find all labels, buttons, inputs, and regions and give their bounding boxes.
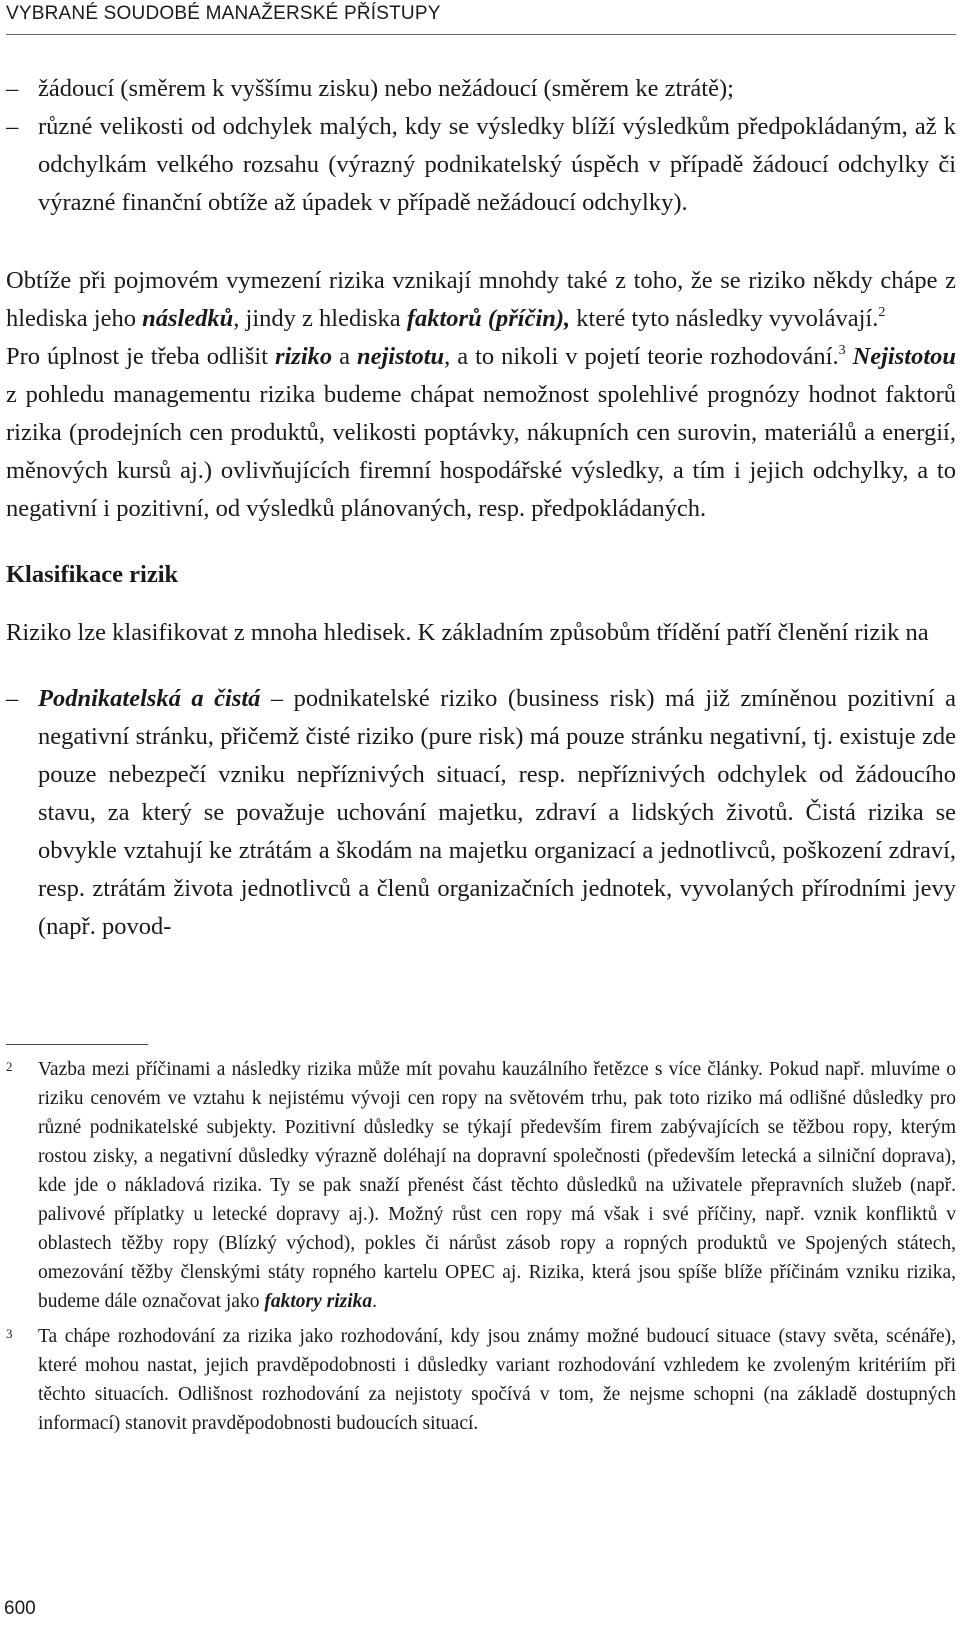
text-run: Pro úplnost je třeba odlišit (6, 343, 275, 370)
list-item: – žádoucí (směrem k vyššímu zisku) nebo nežádoucí (směrem ke ztrátě); (6, 70, 956, 108)
footnote (6, 1322, 956, 1438)
emphasis-term: Podnikatelská a čistá (38, 685, 261, 712)
footnote-divider (6, 1044, 148, 1045)
paragraph-uncertainty (6, 338, 956, 528)
footnote-ref: 3 (838, 343, 846, 358)
text-run: , a to nikoli v pojetí teorie rozhodování. (444, 343, 839, 370)
list-item (6, 680, 956, 946)
footnotes (6, 1044, 956, 1444)
emphasis-term: riziko (274, 343, 333, 370)
text-run: a (332, 343, 357, 370)
emphasis-term: faktory rizika (264, 1291, 373, 1312)
footnote-text: Vazba mezi příčinami a následky rizika může mít povahu kauzálního řetězce s více články. Pokud např. mluvíme o riziku cenovém ve vztahu k nejistému vývoji cen ropy na světovém trhu, pak toto riziko má odlišné důsledky pro různé podnikatelské subjekty. Pozitivní důsledky se týkají především firem zabývajících se těžbou ropy, kterým rostou zisky, a negativní důsledky výrazně doléhají na dopravní společnosti (především letecká a silniční doprava), kde jde o nákladová rizika. Ty se pak snaží přenést část těchto důsledků na uživatele přepravních služeb (např. palivové příplatky u letecké dopravy aj.). Možný růst cen ropy má však i své příčiny, např. vznik konfliktů v oblastech těžby ropy (Blízký východ), pokles či nárůst zásob ropy a ropných produktů ve Spojených státech, omezování těžby členskými státy ropného kartelu OPEC aj. Rizika, která jsou spíše blíže příčinám vzniku rizika, budeme dále označovat jako (38, 1059, 956, 1312)
text-run: . (372, 1291, 377, 1312)
footnote-number: 2 (6, 1059, 13, 1074)
emphasis-term: Nejistotou (852, 343, 957, 370)
text-run: , jindy z hlediska (233, 305, 407, 332)
footnote (6, 1055, 956, 1316)
running-header: VYBRANÉ SOUDOBÉ MANAŽERSKÉ PŘÍSTUPY (6, 3, 441, 24)
text-run: které tyto následky vyvolávají. (570, 305, 879, 332)
emphasis-term: následků (142, 305, 234, 332)
section-heading: Klasifikace rizik (6, 561, 179, 588)
emphasis-term: nejistotu (356, 343, 445, 370)
text-run: z pohledu managementu rizika budeme chápat nemožnost spolehlivé prognózy hodnot faktorů rizika (prodejních cen produktů, velikosti poptávky, nákupních cen surovin, materiálů a energií, měnových kursů aj.) ovlivňujících firemní hospodářské výsledky, a tím i jejich odchylky, a to negativní i pozitivní, od výsledků plánovaných, resp. předpokládaných. (6, 381, 956, 522)
list-item: – různé velikosti od odchylek malých, kdy se výsledky blíží výsledkům předpokládaným, až k odchylkám velkého rozsahu (výrazný podnikatelský úspěch v případě žádoucí odchylky či výrazné finanční obtíže až úpadek v případě nežádoucí odchylky). (6, 108, 956, 222)
footnote-number: 3 (6, 1326, 13, 1341)
footnote-text: Ta chápe rozhodování za rizika jako rozhodování, kdy jsou známy možné budoucí situace (stavy světa, scénáře), které mohou nastat, jejich pravděpodobnosti i důsledky variant rozhodování vzhledem ke zvoleným kritériím při těchto situacích. Odlišnost rozhodování za nejistoty spočívá v tom, že nejsme schopni (na základě dostupných informací) stanovit pravděpodobnosti budoucích situací. (38, 1326, 956, 1434)
emphasis-term: faktorů (příčin), (406, 305, 571, 332)
main-text (6, 70, 956, 946)
footnote-ref: 2 (878, 305, 886, 320)
paragraph-classification: Riziko lze klasifikovat z mnoha hledisek. K základním způsobům třídění patří členění rizik na (6, 619, 929, 646)
page-number: 600 (4, 1598, 36, 1619)
paragraph-risk-definition (6, 262, 956, 338)
text-run: – podnikatelské riziko (business risk) má již zmíněnou pozitivní a negativní stránku, přičemž čisté riziko (pure risk) má pouze stránku negativní, tj. existuje zde pouze nebezpečí vzniku nepříznivých situací, resp. nepříznivých odchylek od žádoucího stavu, za který se považuje uchování majetku, zdraví a lidských životů. Čistá rizika se obvykle vztahují ke ztrátám a škodám na majetku organizací a jednotlivců, poškození zdraví, resp. ztrátám života jednotlivců a členů organizačních jednotek, vyvolaných přírodními jevy (např. povod- (38, 685, 956, 940)
text-run: Obtíže při pojmovém vymezení rizika vznikají mnohdy také z toho, že se riziko někdy chápe z hlediska jeho (6, 267, 956, 332)
header-divider (6, 34, 956, 35)
